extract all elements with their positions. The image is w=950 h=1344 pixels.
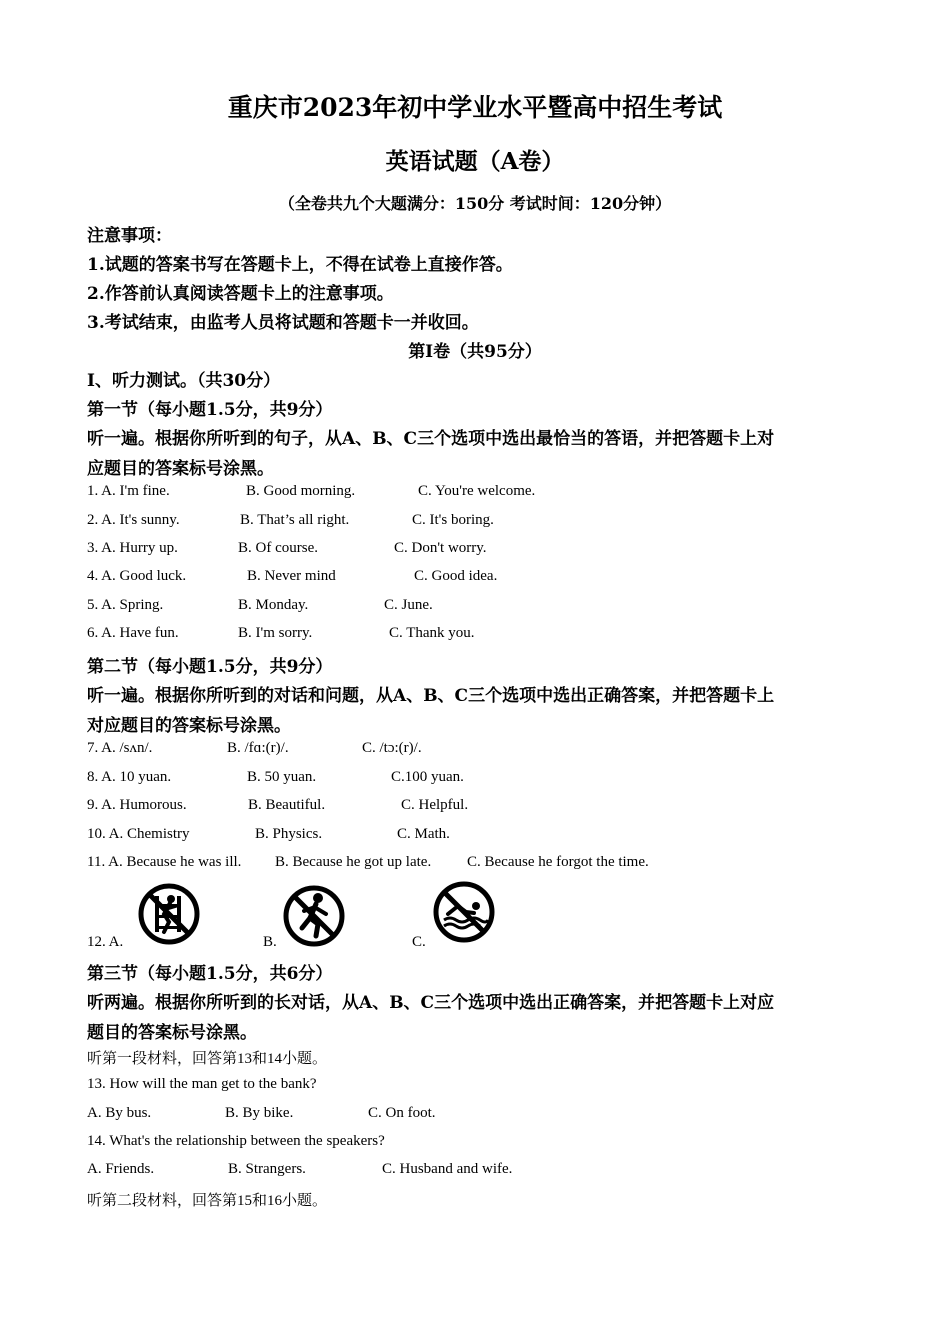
option-b: B. Monday. (238, 597, 309, 613)
option-b: B. (263, 934, 277, 950)
option-b: B. Beautiful. (248, 797, 326, 813)
section3-instruction-cont: 题目的答案标号涂黑。 (87, 1023, 257, 1043)
material-1-note: 听第一段材料，回答第13和14小题。 (87, 1051, 328, 1067)
option-a: A. By bus. (87, 1105, 152, 1121)
question-14: 14. What's the relationship between the speakers? (87, 1133, 385, 1149)
option-c: C. You're welcome. (418, 483, 536, 499)
option-a: A. Friends. (87, 1161, 155, 1177)
section3-title: 第三节（每小题1.5分，共6分） (87, 964, 333, 984)
no-running-icon (282, 884, 346, 948)
option-a: 4. A. Good luck. (87, 568, 187, 584)
section2-instruction: 听一遍。根据你所听到的对话和问题，从A、B、C三个选项中选出正确答案，并把答题卡上 (87, 686, 775, 706)
option-a: 9. A. Humorous. (87, 797, 187, 813)
option-c: C. June. (384, 597, 433, 613)
option-c: C. On foot. (368, 1105, 436, 1121)
option-b: B. Because he got up late. (275, 854, 432, 870)
option-a: 6. A. Have fun. (87, 625, 179, 641)
option-c: C. Helpful. (401, 797, 469, 813)
option-c: C. Good idea. (414, 568, 498, 584)
option-a: 2. A. It's sunny. (87, 512, 180, 528)
volume-title: 第Ⅰ卷（共95分） (408, 342, 542, 362)
option-a: 3. A. Hurry up. (87, 540, 178, 556)
section1-instruction: 听一遍。根据你所听到的句子，从A、B、C三个选项中选出最恰当的答语，并把答题卡上对 (87, 429, 775, 449)
no-climbing-icon (137, 882, 201, 946)
option-a: 1. A. I'm fine. (87, 483, 170, 499)
option-a: 8. A. 10 yuan. (87, 769, 172, 785)
option-b: B. By bike. (225, 1105, 294, 1121)
option-b: B. I'm sorry. (238, 625, 313, 641)
option-a: 7. A. /sʌn/. (87, 740, 153, 756)
option-c: C. Thank you. (389, 625, 475, 641)
notice-item: 3.考试结束，由监考人员将试题和答题卡一并收回。 (87, 313, 479, 333)
option-c: C. Don't worry. (394, 540, 487, 556)
option-b: B. That’s all right. (240, 512, 350, 528)
option-b: B. Of course. (238, 540, 318, 556)
option-c: C. Husband and wife. (382, 1161, 513, 1177)
option-c: C.100 yuan. (391, 769, 464, 785)
exam-info: （全卷共九个大题满分：150分 考试时间：120分钟） (278, 194, 672, 213)
option-a: 11. A. Because he was ill. (87, 854, 242, 870)
exam-subtitle: 英语试题（A卷） (385, 148, 565, 175)
notice-heading: 注意事项： (87, 226, 172, 246)
option-c: C. Math. (397, 826, 450, 842)
question-13: 13. How will the man get to the bank? (87, 1076, 317, 1092)
option-c: C. Because he forgot the time. (467, 854, 649, 870)
option-b: B. Good morning. (246, 483, 356, 499)
notice-item: 2.作答前认真阅读答题卡上的注意事项。 (87, 284, 394, 304)
option-b: B. Physics. (255, 826, 323, 842)
section1-instruction-cont: 应题目的答案标号涂黑。 (87, 459, 274, 479)
material-2-note: 听第二段材料，回答第15和16小题。 (87, 1193, 328, 1209)
option-b: B. 50 yuan. (247, 769, 317, 785)
section3-instruction: 听两遍。根据你所听到的长对话，从A、B、C三个选项中选出正确答案，并把答题卡上对应 (87, 993, 775, 1013)
option-b: B. /fɑ:(r)/. (227, 740, 289, 756)
option-a: 5. A. Spring. (87, 597, 164, 613)
section1-title: 第一节（每小题1.5分，共9分） (87, 400, 333, 420)
option-a: 10. A. Chemistry (87, 826, 190, 842)
option-c: C. It's boring. (412, 512, 494, 528)
section2-instruction-cont: 对应题目的答案标号涂黑。 (87, 716, 291, 736)
option-b: B. Never mind (247, 568, 336, 584)
option-b: B. Strangers. (228, 1161, 306, 1177)
option-c: C. /tɔ:(r)/. (362, 740, 422, 756)
option-c: C. (412, 934, 426, 950)
notice-item: 1.试题的答案书写在答题卡上，不得在试卷上直接作答。 (87, 255, 513, 275)
exam-title: 重庆市2023年初中学业水平暨高中招生考试 (227, 93, 723, 122)
option-a: 12. A. (87, 934, 124, 950)
section2-title: 第二节（每小题1.5分，共9分） (87, 657, 333, 677)
part1-title: Ⅰ、听力测试。（共30分） (87, 371, 281, 391)
no-swimming-icon (432, 880, 496, 944)
